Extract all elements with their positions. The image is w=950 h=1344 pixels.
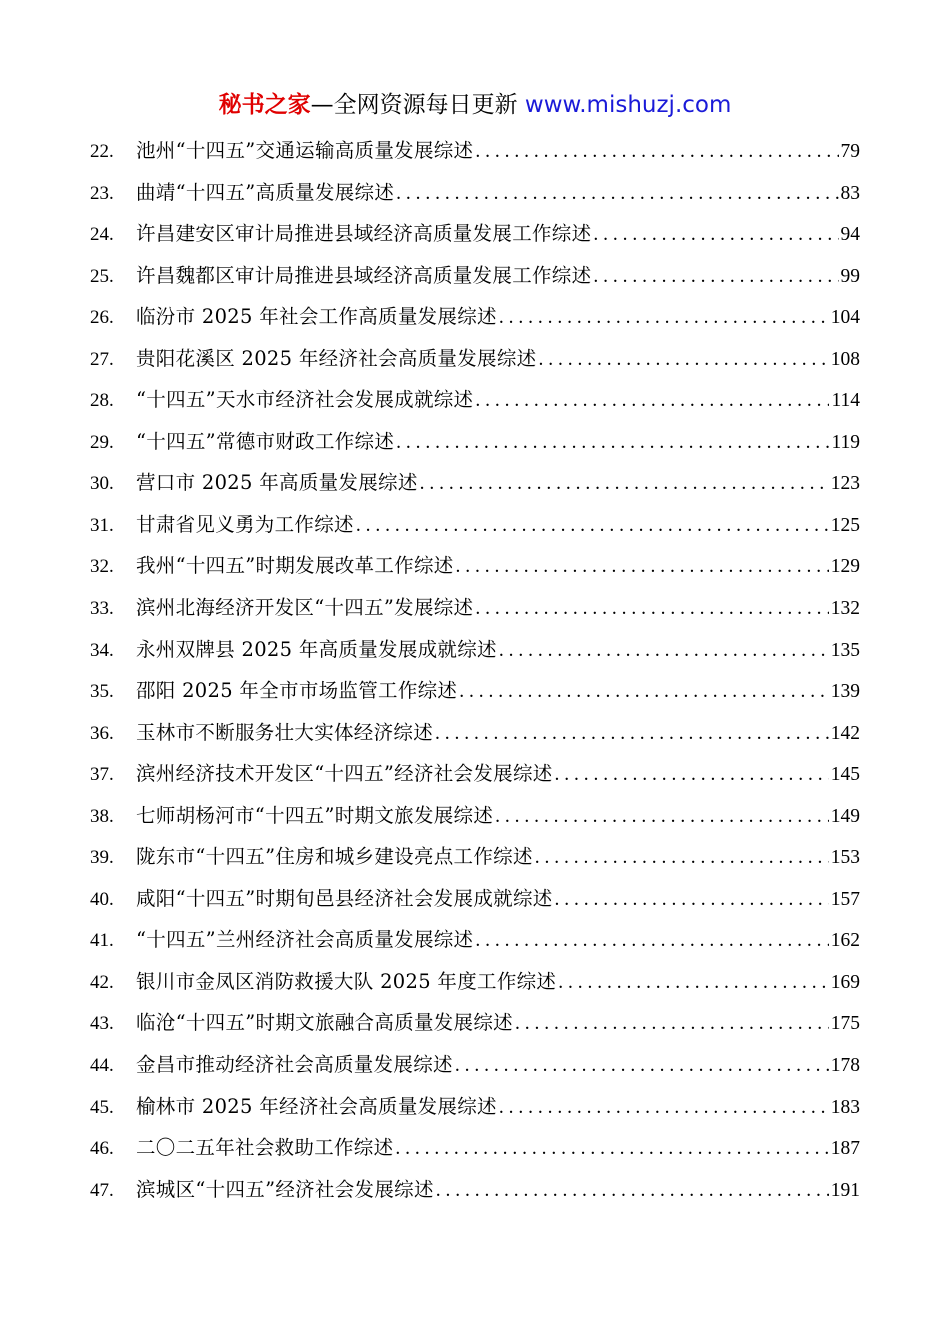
toc-leader-dots	[475, 588, 828, 630]
toc-entry-number: 34.	[90, 639, 114, 661]
toc-entry[interactable]	[90, 1044, 860, 1086]
toc-entry-page-number: 125	[830, 514, 860, 536]
toc-entry-number: 22.	[90, 141, 114, 162]
toc-entry-number: 31.	[90, 514, 114, 536]
toc-entry-title: 二〇二五年社会救助工作综述	[136, 1136, 394, 1160]
toc-entry-number: 36.	[90, 722, 114, 744]
toc-entry-title: 许昌魏都区审计局推进县域经济高质量发展工作综述	[136, 263, 592, 287]
toc-leader-dots	[475, 380, 829, 422]
toc-entry-title: 甘肃省见义勇为工作综述	[136, 512, 354, 536]
toc-entry-title: 咸阳“十四五”时期旬邑县经济社会发展成就综述	[136, 886, 553, 910]
toc-entry-title: 邵阳 2025 年全市市场监管工作综述	[136, 679, 458, 703]
toc-entry-title: 我州“十四五”时期发展改革工作综述	[136, 554, 454, 578]
toc-entry[interactable]	[90, 213, 860, 255]
toc-leader-dots	[396, 173, 838, 215]
toc-entry[interactable]	[90, 172, 860, 214]
toc-entry-number: 46.	[90, 1138, 114, 1160]
toc-leader-dots	[435, 713, 829, 755]
toc-entry-title: 陇东市“十四五”住房和城乡建设亮点工作综述	[136, 845, 533, 869]
toc-entry-number: 47.	[90, 1179, 114, 1201]
toc-entry[interactable]	[90, 255, 860, 297]
toc-entry[interactable]	[90, 629, 860, 671]
toc-entry-page-number: 191	[830, 1179, 860, 1201]
toc-entry-page-number: 129	[830, 556, 860, 578]
toc-entry-page-number: 79	[840, 141, 860, 162]
toc-entry-number: 24.	[90, 224, 114, 246]
toc-entry-page-number: 145	[830, 764, 860, 786]
toc-leader-dots	[475, 131, 838, 173]
toc-entry[interactable]	[90, 712, 860, 754]
toc-leader-dots	[515, 1003, 829, 1045]
toc-leader-dots	[593, 214, 838, 256]
toc-leader-dots	[499, 297, 829, 339]
toc-entry-page-number: 83	[840, 182, 860, 204]
toc-entry[interactable]	[90, 1002, 860, 1044]
toc-entry-number: 35.	[90, 681, 114, 703]
toc-entry-number: 38.	[90, 805, 114, 827]
header-brand: 秘书之家	[218, 92, 311, 118]
toc-leader-dots	[356, 505, 829, 547]
page-header	[0, 88, 950, 122]
toc-leader-dots	[396, 422, 829, 464]
toc-entry-title: “十四五”常德市财政工作综述	[136, 429, 395, 453]
toc-entry-page-number: 178	[830, 1055, 860, 1077]
toc-entry-number: 42.	[90, 971, 114, 993]
toc-entry-number: 39.	[90, 847, 114, 869]
toc-entry-page-number: 119	[831, 431, 860, 453]
toc-entry-page-number: 139	[830, 681, 860, 703]
toc-leader-dots	[495, 796, 829, 838]
toc-entry-title: 七师胡杨河市“十四五”时期文旅发展综述	[136, 803, 494, 827]
toc-leader-dots	[455, 1045, 829, 1087]
toc-leader-dots	[538, 339, 828, 381]
header-tagline: —全网资源每日更新	[310, 92, 525, 118]
toc-entry-page-number: 157	[830, 888, 860, 910]
toc-entry[interactable]	[90, 1127, 860, 1169]
toc-entry-number: 33.	[90, 598, 114, 620]
toc-entry-page-number: 99	[840, 265, 860, 287]
toc-entry-title: 贵阳花溪区 2025 年经济社会高质量发展综述	[136, 346, 537, 370]
toc-leader-dots	[499, 1087, 829, 1129]
toc-leader-dots	[456, 546, 829, 588]
toc-leader-dots	[555, 879, 829, 921]
toc-entry[interactable]	[90, 836, 860, 878]
toc-entry-title: 滨州北海经济开发区“十四五”发展综述	[136, 596, 474, 620]
toc-entry-page-number: 187	[830, 1138, 860, 1160]
toc-entry[interactable]	[90, 961, 860, 1003]
toc-leader-dots	[436, 1170, 829, 1212]
toc-entry-number: 29.	[90, 431, 114, 453]
toc-entry[interactable]	[90, 338, 860, 380]
toc-entry-title: 永州双牌县 2025 年高质量发展成就综述	[136, 637, 497, 661]
toc-entry-page-number: 114	[831, 390, 860, 412]
toc-entry-page-number: 142	[830, 722, 860, 744]
toc-entry[interactable]	[90, 379, 860, 421]
toc-entry[interactable]	[90, 919, 860, 961]
toc-entry[interactable]	[90, 421, 860, 463]
toc-entry[interactable]	[90, 130, 860, 172]
toc-entry-number: 41.	[90, 930, 114, 952]
toc-leader-dots	[420, 463, 829, 505]
toc-leader-dots	[395, 1128, 828, 1170]
toc-entry-number: 30.	[90, 473, 114, 495]
toc-leader-dots	[555, 754, 829, 796]
toc-entry-page-number: 183	[830, 1096, 860, 1118]
toc-entry-title: 临沧“十四五”时期文旅融合高质量发展综述	[136, 1011, 513, 1035]
toc-entry[interactable]	[90, 1086, 860, 1128]
toc-entry-title: “十四五”兰州经济社会高质量发展综述	[136, 928, 474, 952]
toc-entry[interactable]	[90, 1169, 860, 1211]
toc-entry-page-number: 108	[830, 348, 860, 370]
header-url-link[interactable]: www.mishuzj.com	[524, 92, 732, 118]
toc-entry-page-number: 153	[830, 847, 860, 869]
toc-entry-page-number: 132	[830, 598, 860, 620]
toc-entry-title: 滨州经济技术开发区“十四五”经济社会发展综述	[136, 762, 553, 786]
toc-entry-page-number: 149	[830, 805, 860, 827]
toc-entry-number: 26.	[90, 307, 114, 329]
toc-entry-number: 28.	[90, 390, 114, 412]
toc-entry[interactable]	[90, 504, 860, 546]
toc-entry-title: 曲靖“十四五”高质量发展综述	[136, 180, 395, 204]
toc-entry-number: 23.	[90, 182, 114, 204]
toc-entry-page-number: 162	[830, 930, 860, 952]
toc-leader-dots	[593, 256, 838, 298]
toc-entry-page-number: 135	[830, 639, 860, 661]
toc-entry-title: 玉林市不断服务壮大实体经济综述	[136, 720, 434, 744]
toc-entry[interactable]	[90, 296, 860, 338]
toc-entry-title: “十四五”天水市经济社会发展成就综述	[136, 388, 474, 412]
toc-entry-number: 45.	[90, 1096, 114, 1118]
toc-entry-number: 25.	[90, 265, 114, 287]
toc-leader-dots	[558, 962, 829, 1004]
toc-entry[interactable]	[90, 545, 860, 587]
toc-entry-page-number: 169	[830, 971, 860, 993]
toc-entry-title: 金昌市推动经济社会高质量发展综述	[136, 1053, 453, 1077]
toc-entry[interactable]	[90, 795, 860, 837]
toc-entry-page-number: 104	[830, 307, 860, 329]
toc-leader-dots	[475, 920, 828, 962]
toc-entry[interactable]	[90, 670, 860, 712]
toc-entry-page-number: 123	[830, 473, 860, 495]
toc-entry-number: 27.	[90, 348, 114, 370]
toc-entry-title: 滨城区“十四五”经济社会发展综述	[136, 1177, 434, 1201]
toc-leader-dots	[459, 671, 829, 713]
toc-entry-number: 44.	[90, 1055, 114, 1077]
toc-entry-title: 许昌建安区审计局推进县域经济高质量发展工作综述	[136, 222, 592, 246]
toc-entry-number: 32.	[90, 556, 114, 578]
toc-leader-dots	[499, 630, 829, 672]
toc-entry-page-number: 94	[840, 224, 860, 246]
toc-entry[interactable]	[90, 878, 860, 920]
toc-entry-title: 银川市金凤区消防救援大队 2025 年度工作综述	[136, 969, 557, 993]
toc-entry-number: 37.	[90, 764, 114, 786]
toc-entry[interactable]	[90, 587, 860, 629]
toc-entry-number: 40.	[90, 888, 114, 910]
toc-entry-title: 榆林市 2025 年经济社会高质量发展综述	[136, 1094, 497, 1118]
toc-entry[interactable]	[90, 462, 860, 504]
toc-entry-page-number: 175	[830, 1013, 860, 1035]
toc-entry-title: 临汾市 2025 年社会工作高质量发展综述	[136, 305, 497, 329]
toc-entry[interactable]	[90, 753, 860, 795]
toc-entry-title: 营口市 2025 年高质量发展综述	[136, 471, 418, 495]
toc-entry-title: 池州“十四五”交通运输高质量发展综述	[136, 139, 474, 162]
toc-entry-number: 43.	[90, 1013, 114, 1035]
toc-leader-dots	[535, 837, 829, 879]
table-of-contents	[90, 130, 860, 1210]
